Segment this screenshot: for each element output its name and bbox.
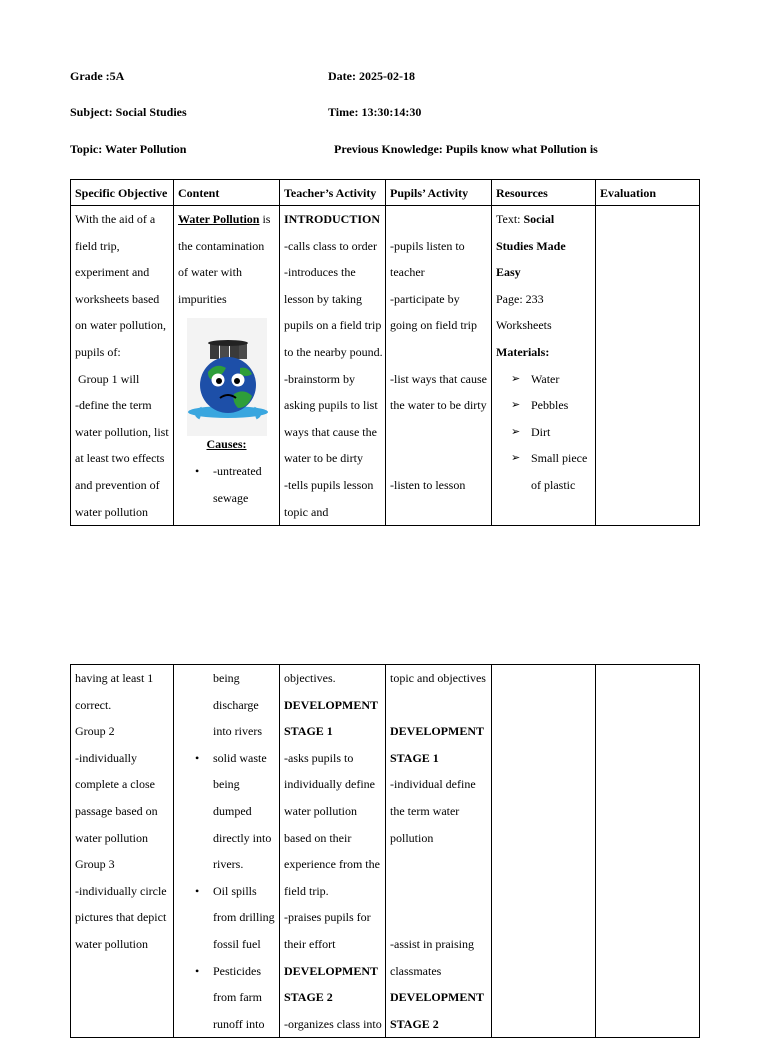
- teacher-line: -calls class to order: [284, 238, 377, 253]
- pupils-line: DEVELOPMENT: [390, 990, 485, 1005]
- objective-line: water pollution: [75, 504, 148, 519]
- content-line: impurities: [178, 291, 227, 306]
- pupils-line: [390, 445, 487, 472]
- objective-line: water pollution: [75, 936, 148, 951]
- objective-line: -individually: [75, 750, 137, 765]
- resources-cell: [492, 665, 596, 1038]
- content-line: from farm: [213, 990, 262, 1005]
- pupils-line: -list ways that cause: [390, 371, 487, 386]
- column-header-objective: Specific Objective: [71, 180, 174, 206]
- content-line: rivers.: [213, 857, 244, 872]
- content-line: being: [213, 671, 240, 685]
- teacher-line: experience from the: [284, 857, 380, 872]
- material-item: ➢ Pebbles: [496, 392, 591, 419]
- resources-cell: [492, 206, 596, 526]
- pupils-line: [390, 904, 487, 931]
- worksheets-label: Worksheets: [496, 318, 552, 333]
- subject-label: Subject: Social Studies: [70, 105, 187, 119]
- pupils-line: DEVELOPMENT: [390, 724, 485, 739]
- column-header-teacher: Teacher’s Activity: [280, 180, 386, 206]
- objective-line: -individually circle: [75, 883, 167, 898]
- objective-line: worksheets based: [75, 291, 160, 306]
- objective-line: Group 2: [75, 724, 115, 739]
- objective-line: experiment and: [75, 265, 150, 280]
- pupils-line: STAGE 1: [390, 750, 439, 765]
- book-title-part: Studies Made: [496, 238, 566, 253]
- objective-line: pictures that depict: [75, 910, 167, 925]
- content-line: dumped: [213, 803, 252, 818]
- grade-label: Grade :5A: [70, 69, 125, 83]
- previous-knowledge-label: Previous Knowledge: Pupils know what Pollution is: [334, 142, 598, 156]
- teacher-line: water to be dirty: [284, 451, 363, 466]
- pupils-line: pollution: [390, 830, 434, 845]
- material-item-continued: of plastic: [531, 477, 576, 492]
- content-definition-line: [178, 206, 275, 233]
- objective-cell: [71, 665, 174, 1038]
- pupils-line: -listen to lesson: [390, 477, 466, 492]
- column-header-resources: Resources: [492, 180, 596, 206]
- teacher-line: to the nearby pound.: [284, 344, 383, 359]
- teacher-line: their effort: [284, 936, 336, 951]
- objective-line: pupils of:: [75, 344, 121, 359]
- pupils-activity-cell: [386, 206, 492, 526]
- materials-label: Materials:: [496, 344, 550, 359]
- objective-cell: [71, 206, 174, 526]
- content-line: runoff into: [213, 1016, 265, 1031]
- date-label: Date: 2025-02-18: [328, 69, 415, 83]
- pupils-line: [390, 692, 487, 719]
- water-pollution-term: Water Pollution: [178, 212, 260, 226]
- page-reference: Page: 233: [496, 291, 544, 306]
- column-header-content: Content: [174, 180, 280, 206]
- teacher-line: lesson by taking: [284, 291, 362, 306]
- pupils-line: classmates: [390, 963, 442, 978]
- content-line: sewage: [213, 490, 249, 505]
- pupils-line: [390, 419, 487, 446]
- content-line: discharge: [213, 697, 259, 712]
- objective-line: at least two effects: [75, 451, 165, 466]
- content-bullet-line: • Pesticides: [178, 958, 275, 985]
- pupils-line: teacher: [390, 265, 425, 280]
- teacher-line: field trip.: [284, 883, 329, 898]
- content-bullet-line: • solid waste: [178, 745, 275, 772]
- teacher-line: -tells pupils lesson: [284, 477, 374, 492]
- teacher-line: INTRODUCTION: [284, 212, 381, 226]
- objective-line: water pollution, list: [75, 424, 169, 439]
- pupils-activity-cell: [386, 665, 492, 1038]
- teacher-line: -asks pupils to: [284, 750, 354, 765]
- objective-line: on water pollution,: [75, 318, 166, 333]
- content-is: is: [259, 212, 271, 226]
- teacher-line: -praises pupils for: [284, 910, 371, 925]
- teacher-line: individually define: [284, 777, 375, 792]
- content-line: into rivers: [213, 724, 262, 739]
- objective-line: correct.: [75, 697, 112, 712]
- content-line: the contamination: [178, 238, 265, 253]
- pupils-line: topic and objectives: [390, 671, 486, 685]
- table-row: [71, 206, 700, 526]
- teacher-line: -introduces the: [284, 265, 356, 280]
- content-bullet-line: • -untreated: [178, 458, 275, 485]
- content-line: fossil fuel: [213, 936, 261, 951]
- pupils-line: [390, 878, 487, 905]
- content-line: of water with: [178, 265, 242, 280]
- objective-line: complete a close: [75, 777, 155, 792]
- pupils-line: STAGE 2: [390, 1016, 439, 1031]
- objective-line: field trip,: [75, 238, 120, 253]
- material-item: ➢ Small piece: [496, 445, 591, 472]
- teacher-line: DEVELOPMENT: [284, 697, 379, 712]
- material-item: ➢ Water: [496, 366, 591, 393]
- teacher-line: water pollution: [284, 803, 357, 818]
- teacher-line: DEVELOPMENT: [284, 963, 379, 978]
- causes-label: Causes:: [206, 437, 247, 452]
- pupils-line: -participate by: [390, 291, 460, 306]
- material-item: ➢ Dirt: [496, 419, 591, 446]
- book-title-part: Easy: [496, 265, 521, 280]
- pupils-line: -assist in praising: [390, 936, 474, 951]
- resources-text-line: [496, 206, 591, 233]
- pupils-line: going on field trip: [390, 318, 477, 333]
- content-cell: [174, 206, 280, 526]
- pupils-line: -pupils listen to: [390, 238, 465, 253]
- pupils-line: [390, 206, 487, 233]
- pupils-line: [390, 339, 487, 366]
- lesson-plan-table-page-1: [70, 179, 700, 526]
- teacher-line: topic and: [284, 504, 329, 519]
- objective-line: and prevention of: [75, 477, 160, 492]
- column-header-evaluation: Evaluation: [596, 180, 700, 206]
- column-header-pupils: Pupils’ Activity: [386, 180, 492, 206]
- teacher-activity-cell: [280, 665, 386, 1038]
- objective-line: With the aid of a: [75, 212, 156, 226]
- evaluation-cell: [596, 665, 700, 1038]
- teacher-line: -organizes class into: [284, 1016, 382, 1031]
- teacher-line: STAGE 1: [284, 724, 333, 739]
- content-line: directly into: [213, 830, 272, 845]
- content-line: from drilling: [213, 910, 275, 925]
- teacher-activity-cell: [280, 206, 386, 526]
- table-row: [71, 665, 700, 1038]
- objective-line: Group 1 will: [75, 371, 140, 386]
- lesson-plan-table-page-2: [70, 664, 700, 1038]
- polluted-earth-illustration: [178, 312, 275, 445]
- objective-line: passage based on: [75, 803, 158, 818]
- pupils-line: the water to be dirty: [390, 398, 487, 413]
- objective-line: having at least 1: [75, 671, 154, 685]
- teacher-line: asking pupils to list: [284, 398, 378, 413]
- objective-line: Group 3: [75, 857, 115, 872]
- evaluation-cell: [596, 206, 700, 526]
- pupils-line: the term water: [390, 803, 460, 818]
- objective-line: water pollution: [75, 830, 148, 845]
- content-line: being: [213, 777, 240, 792]
- pupils-line: [390, 851, 487, 878]
- text-prefix: Text:: [496, 212, 524, 226]
- teacher-line: objectives.: [284, 671, 336, 685]
- pupils-line: -individual define: [390, 777, 476, 792]
- content-bullet-line: • Oil spills: [178, 878, 275, 905]
- objective-line: -define the term: [75, 398, 152, 413]
- teacher-line: ways that cause the: [284, 424, 377, 439]
- teacher-line: STAGE 2: [284, 990, 333, 1005]
- time-label: Time: 13:30:14:30: [328, 105, 422, 119]
- teacher-line: pupils on a field trip: [284, 318, 382, 333]
- topic-label: Topic: Water Pollution: [70, 142, 187, 156]
- teacher-line: based on their: [284, 830, 352, 845]
- table-header-row: [71, 180, 700, 206]
- book-title-part: Social: [523, 212, 555, 226]
- teacher-line: -brainstorm by: [284, 371, 355, 386]
- content-cell: [174, 665, 280, 1038]
